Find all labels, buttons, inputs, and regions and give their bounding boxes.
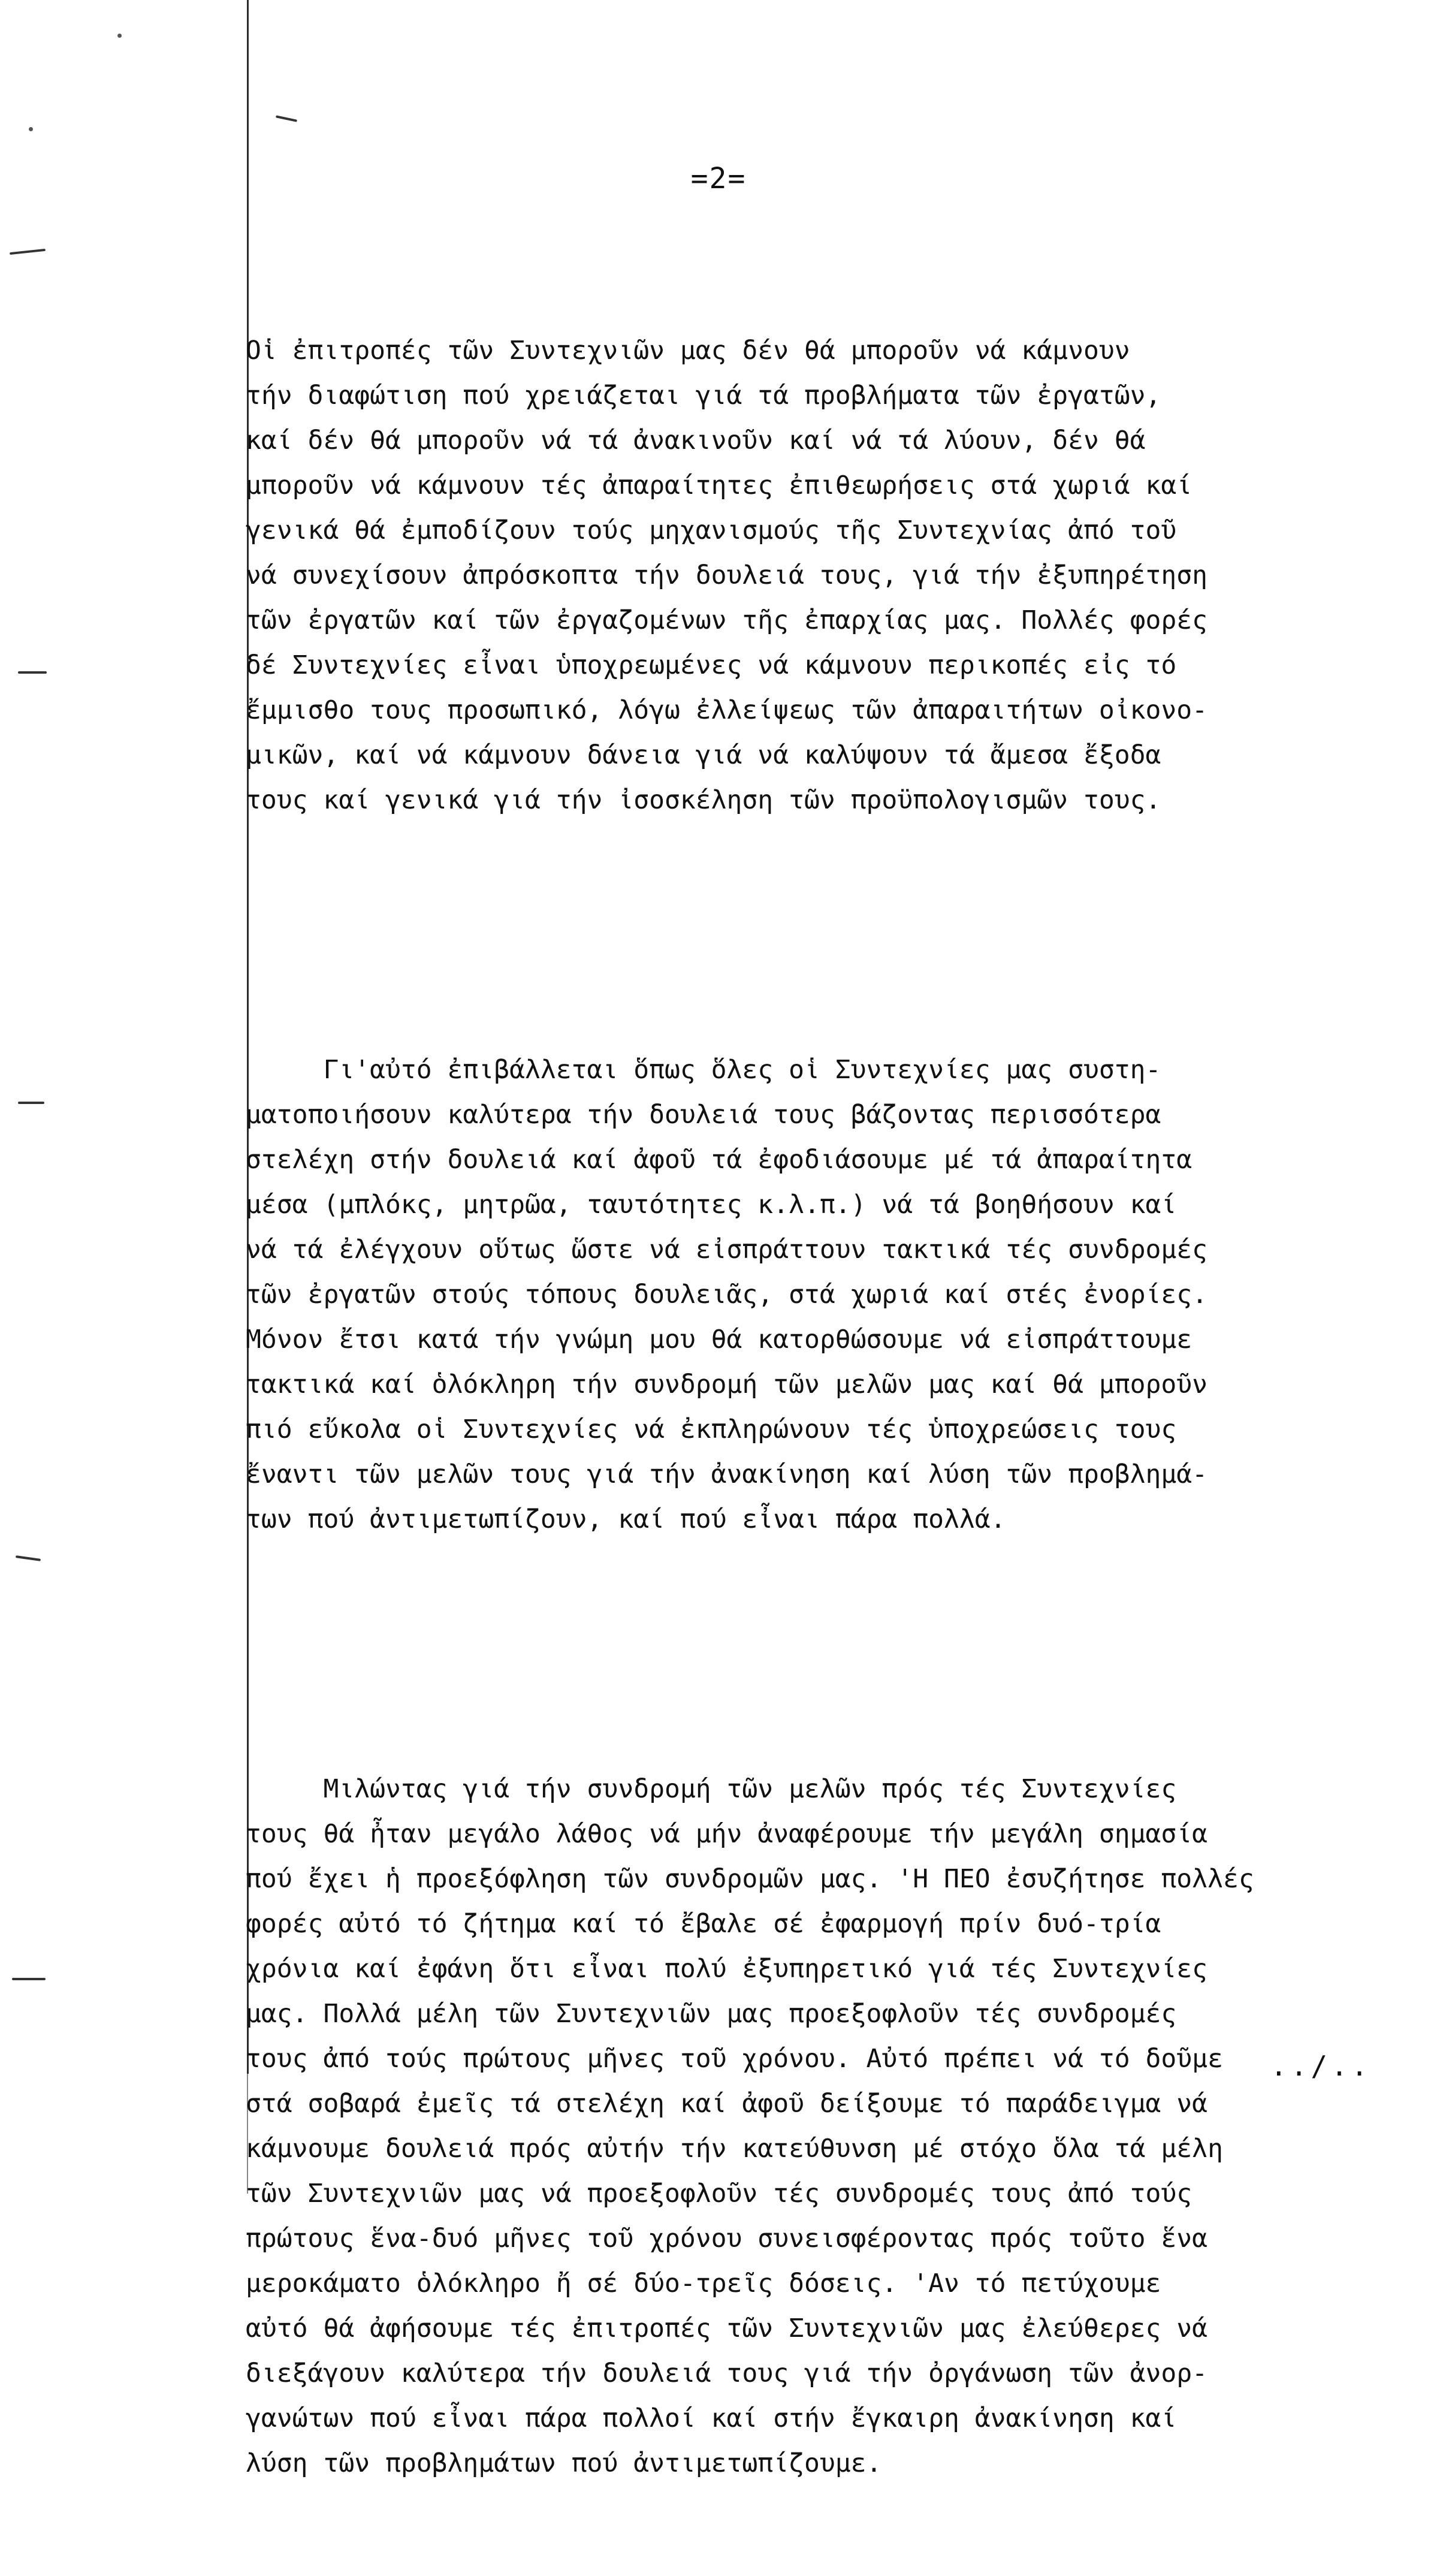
text-line: Οἱ ἐπιτροπές τῶν Συντεχνιῶν μας δέν θά μποροῦν νά κάμνουν xyxy=(246,336,1130,366)
page-number: =2= xyxy=(690,162,747,195)
text-line: τήν διαφώτιση πού χρειάζεται γιά τά προβλήματα τῶν ἐργατῶν, xyxy=(246,381,1161,411)
text-line: Μιλώντας γιά τήν συνδρομή τῶν μελῶν πρός τές Συντεχνίες xyxy=(246,1774,1177,1804)
paragraph xyxy=(246,1048,1414,1542)
text-line: τῶν ἐργατῶν καί τῶν ἐργαζομένων τῆς ἐπαρχίας μας. Πολλές φορές xyxy=(246,605,1208,635)
text-line: τους θά ἦταν μεγάλο λάθος νά μήν ἀναφέρουμε τήν μεγάλη σημασία xyxy=(246,1819,1208,1849)
paragraph xyxy=(246,328,1414,823)
text-line: τους καί γενικά γιά τήν ἰσοσκέληση τῶν προϋπολογισμῶν τους. xyxy=(246,785,1161,815)
text-line: γενικά θά ἐμποδίζουν τούς μηχανισμούς τῆς Συντεχνίας ἀπό τοῦ xyxy=(246,515,1177,545)
text-line: μποροῦν νά κάμνουν τές ἀπαραίτητες ἐπιθεωρήσεις στά χωριά καί xyxy=(246,470,1193,500)
document-body xyxy=(246,239,1414,2576)
text-line: ἔναντι τῶν μελῶν τους γιά τήν ἀνακίνηση καί λύση τῶν προβλημά- xyxy=(246,1459,1208,1489)
text-line: νά συνεχίσουν ἀπρόσκοπτα τήν δουλειά τους, γιά τήν ἐξυπηρέτηση xyxy=(246,560,1208,590)
text-line: πού ἔχει ἡ προεξόφληση τῶν συνδρομῶν μας. 'Η ΠΕΟ ἐσυζήτησε πολλές xyxy=(246,1864,1254,1894)
text-line: μέσα (μπλόκς, μητρῶα, ταυτότητες κ.λ.π.) νά τά βοηθήσουν καί xyxy=(246,1190,1177,1220)
scan-mark xyxy=(10,249,46,255)
text-line: νά τά ἐλέγχουν οὕτως ὥστε νά εἰσπράττουν τακτικά τές συνδρομές xyxy=(246,1235,1208,1265)
text-line: ματοποιήσουν καλύτερα τήν δουλειά τους βάζοντας περισσότερα xyxy=(246,1100,1161,1130)
text-line: πιό εὔκολα οἱ Συντεχνίες νά ἐκπληρώνουν τές ὑποχρεώσεις τους xyxy=(246,1414,1177,1444)
scan-mark xyxy=(18,1102,44,1104)
scan-speck xyxy=(117,34,122,38)
text-line: δέ Συντεχνίες εἶναι ὑποχρεωμένες νά κάμνουν περικοπές εἰς τό xyxy=(246,650,1177,680)
text-line: μεροκάματο ὁλόκληρο ἤ σέ δύο-τρεῖς δόσεις. 'Αν τό πετύχουμε xyxy=(246,2269,1161,2299)
text-line: μας. Πολλά μέλη τῶν Συντεχνιῶν μας προεξοφλοῦν τές συνδρομές xyxy=(246,1999,1177,2029)
text-line: τῶν ἐργατῶν στούς τόπους δουλειᾶς, στά χωριά καί στές ἐνορίες. xyxy=(246,1280,1208,1310)
text-line: των πού ἀντιμετωπίζουν, καί πού εἶναι πάρα πολλά. xyxy=(246,1504,1006,1534)
text-line: τους ἀπό τούς πρώτους μῆνες τοῦ χρόνου. Αὐτό πρέπει νά τό δοῦμε xyxy=(246,2044,1223,2074)
text-line: στελέχη στήν δουλειά καί ἀφοῦ τά ἐφοδιάσουμε μέ τά ἀπαραίτητα xyxy=(246,1145,1193,1175)
text-line: Μόνον ἔτσι κατά τήν γνώμη μου θά κατορθώσουμε νά εἰσπράττουμε xyxy=(246,1325,1193,1355)
paragraph-spacer xyxy=(246,1632,1414,1677)
scan-mark xyxy=(276,115,297,122)
text-line: λύση τῶν προβλημάτων πού ἀντιμετωπίζουμε. xyxy=(246,2448,882,2478)
text-line: μικῶν, καί νά κάμνουν δάνεια γιά νά καλύψουν τά ἄμεσα ἔξοδα xyxy=(246,740,1161,770)
text-line: αὐτό θά ἀφήσουμε τές ἐπιτροπές τῶν Συντεχνιῶν μας ἐλεύθερες νά xyxy=(246,2313,1208,2343)
text-line: γανώτων πού εἶναι πάρα πολλοί καί στήν ἔγκαιρη ἀνακίνηση καί xyxy=(246,2403,1177,2433)
text-line: καί δέν θά μποροῦν νά τά ἀνακινοῦν καί νά τά λύουν, δέν θά xyxy=(246,426,1146,456)
text-line: τῶν Συντεχνιῶν μας νά προεξοφλοῦν τές συνδρομές τους ἀπό τούς xyxy=(246,2179,1193,2209)
scan-mark xyxy=(18,671,47,674)
text-line: διεξάγουν καλύτερα τήν δουλειά τους γιά τήν ὀργάνωση τῶν ἀνορ- xyxy=(246,2358,1208,2388)
text-line: φορές αὐτό τό ζήτημα καί τό ἔβαλε σέ ἐφαρμογή πρίν δυό-τρία xyxy=(246,1909,1161,1939)
text-line: Γι'αὐτό ἐπιβάλλεται ὅπως ὅλες οἱ Συντεχνίες μας συστη- xyxy=(246,1055,1161,1085)
text-line: τακτικά καί ὁλόκληρη τήν συνδρομή τῶν μελῶν μας καί θά μποροῦν xyxy=(246,1370,1208,1399)
text-line: ἔμμισθο τους προσωπικό, λόγω ἐλλείψεως τῶν ἀπαραιτήτων οἰκονο- xyxy=(246,695,1208,725)
continuation-mark: ../.. xyxy=(1270,2050,1372,2082)
paragraph xyxy=(246,1767,1414,2486)
text-line: χρόνια καί ἐφάνη ὅτι εἶναι πολύ ἐξυπηρετικό γιά τές Συντεχνίες xyxy=(246,1954,1208,1984)
text-line: στά σοβαρά ἐμεῖς τά στελέχη καί ἀφοῦ δείξουμε τό παράδειγμα νά xyxy=(246,2089,1208,2119)
text-line: κάμνουμε δουλειά πρός αὐτήν τήν κατεύθυνση μέ στόχο ὅλα τά μέλη xyxy=(246,2134,1223,2164)
paragraph-spacer xyxy=(246,913,1414,958)
scan-mark xyxy=(16,1555,41,1561)
scan-mark xyxy=(12,1978,46,1980)
text-line: πρώτους ἕνα-δυό μῆνες τοῦ χρόνου συνεισφέροντας πρός τοῦτο ἕνα xyxy=(246,2224,1208,2254)
scan-speck xyxy=(29,127,33,131)
